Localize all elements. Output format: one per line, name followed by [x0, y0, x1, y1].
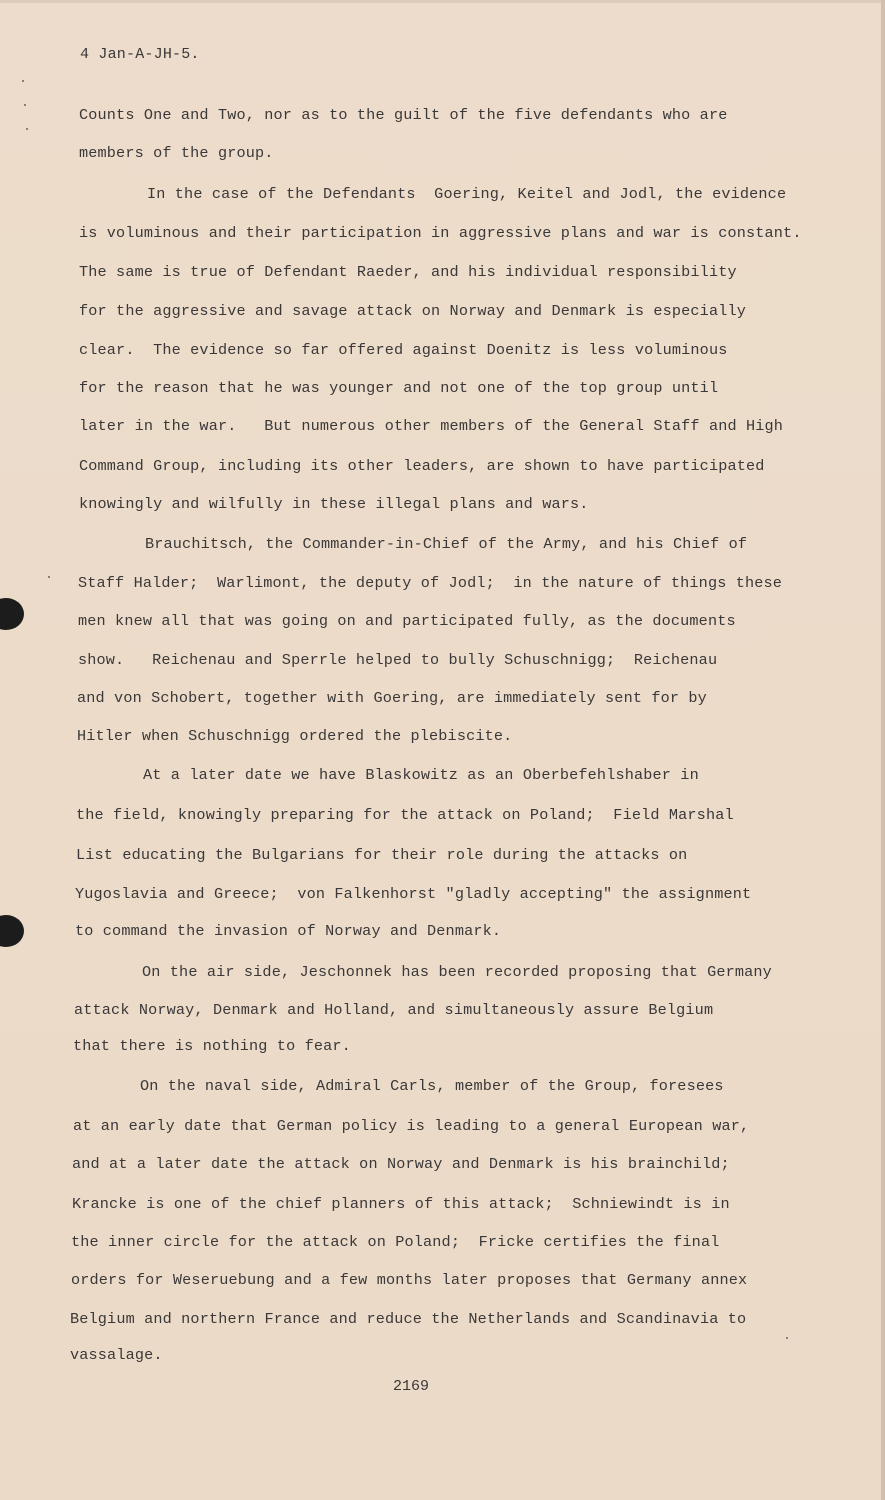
text-line: Krancke is one of the chief planners of this attack; Schniewindt is in [72, 1195, 730, 1213]
paper-right-edge [881, 0, 885, 1500]
text-line: clear. The evidence so far offered against Doenitz is less voluminous [79, 341, 728, 359]
paper-speck [48, 576, 50, 578]
text-line: show. Reichenau and Sperrle helped to bully Schuschnigg; Reichenau [78, 651, 718, 669]
text-line: to command the invasion of Norway and Denmark. [75, 922, 502, 940]
text-line: at an early date that German policy is leading to a general European war, [73, 1117, 750, 1135]
text-line: men knew all that was going on and participated fully, as the documents [78, 612, 736, 630]
text-line: attack Norway, Denmark and Holland, and simultaneously assure Belgium [74, 1001, 714, 1019]
page-header: 4 Jan-A-JH-5. [80, 46, 200, 63]
text-line: At a later date we have Blaskowitz as an Oberbefehlshaber in [143, 766, 699, 784]
text-line: Staff Halder; Warlimont, the deputy of Jodl; in the nature of things these [78, 574, 783, 592]
page-number: 2169 [393, 1378, 430, 1395]
paper-top-edge [0, 0, 885, 3]
text-line: the inner circle for the attack on Poland; Fricke certifies the final [71, 1233, 720, 1251]
text-line: for the aggressive and savage attack on Norway and Denmark is especially [79, 302, 747, 320]
text-line: Counts One and Two, nor as to the guilt of the five defendants who are [79, 106, 728, 124]
text-line: Brauchitsch, the Commander-in-Chief of the Army, and his Chief of [145, 535, 748, 553]
text-line: that there is nothing to fear. [73, 1037, 351, 1055]
text-line: Belgium and northern France and reduce the Netherlands and Scandinavia to [70, 1310, 747, 1328]
text-line: and at a later date the attack on Norway and Denmark is his brainchild; [72, 1155, 730, 1173]
text-line: orders for Weseruebung and a few months later proposes that Germany annex [71, 1271, 748, 1289]
text-line: In the case of the Defendants Goering, Keitel and Jodl, the evidence [147, 185, 787, 203]
text-line: On the naval side, Admiral Carls, member of the Group, foresees [140, 1077, 724, 1095]
punch-hole-upper [0, 598, 24, 630]
punch-hole-lower [0, 915, 24, 947]
text-line: List educating the Bulgarians for their role during the attacks on [76, 846, 688, 864]
paper-speck [786, 1337, 788, 1339]
paper-speck [24, 104, 26, 106]
text-line: members of the group. [79, 144, 274, 162]
paper-speck [26, 128, 28, 130]
text-line: for the reason that he was younger and not one of the top group until [79, 379, 719, 397]
text-line: Yugoslavia and Greece; von Falkenhorst "gladly accepting" the assignment [75, 885, 752, 903]
text-line: Command Group, including its other leaders, are shown to have participated [79, 457, 765, 475]
text-line: is voluminous and their participation in aggressive plans and war is constant. [79, 224, 802, 242]
text-line: knowingly and wilfully in these illegal plans and wars. [79, 495, 589, 513]
text-line: On the air side, Jeschonnek has been recorded proposing that Germany [142, 963, 772, 981]
text-line: later in the war. But numerous other members of the General Staff and High [79, 417, 784, 435]
paper-speck [22, 80, 24, 82]
text-line: and von Schobert, together with Goering, are immediately sent for by [77, 689, 707, 707]
text-line: vassalage. [70, 1346, 163, 1364]
text-line: Hitler when Schuschnigg ordered the plebiscite. [77, 727, 513, 745]
text-line: the field, knowingly preparing for the attack on Poland; Field Marshal [76, 806, 734, 824]
text-line: The same is true of Defendant Raeder, and his individual responsibility [79, 263, 737, 281]
